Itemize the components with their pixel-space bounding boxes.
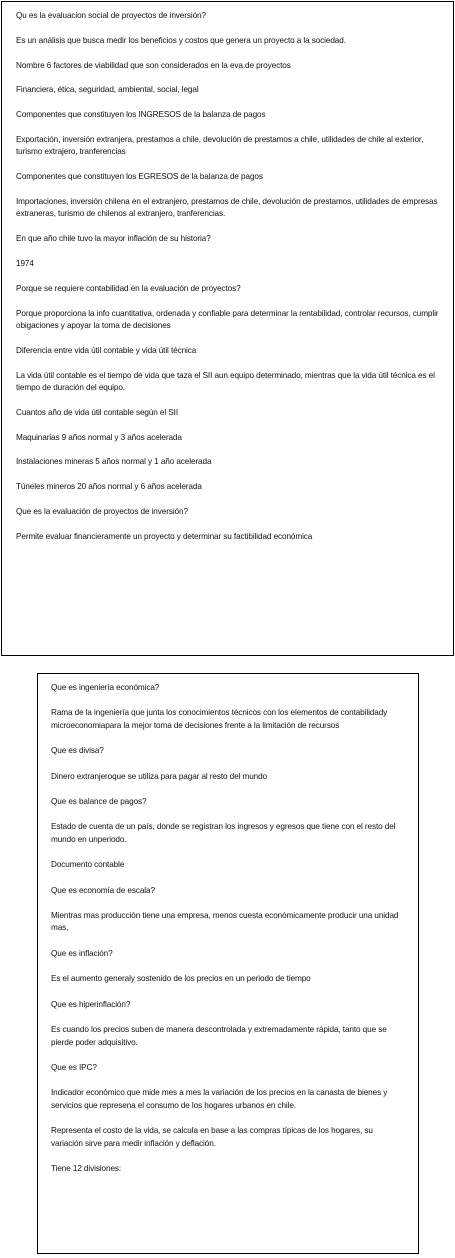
answer-text: Tiene 12 divisiones: (51, 1163, 122, 1173)
answer-text: Túneles mineros 20 años normal y 6 años acelerada (16, 482, 202, 492)
question-text: Que es balance de pagos? (51, 797, 147, 807)
answer-text: Documento contable (51, 860, 125, 870)
answer-text: Es un análisis que busca medir los beneficios y costos que genera un proyecto a la sociedad. (16, 35, 346, 45)
answer-text: Es cuando los precios suben de manera descontrolada y extremadamente rápida, tanto que se pierde poder adquisitivo. (51, 1025, 387, 1047)
answer-text: Financiera, ética, seguridad, ambiental, social, legal (16, 85, 199, 95)
document-page-1 (1, 1, 454, 656)
question-text: Que es IPC? (51, 1062, 97, 1072)
question-text: Que es la evaluación de proyectos de inversión? (16, 506, 188, 516)
document-page-2 (37, 673, 419, 1254)
question-text: Nombre 6 factores de viabilidad que son considerados en la eva.de proyectos (16, 60, 291, 70)
question-text: Qu es la evaluacion social de proyectos de inversión? (16, 11, 206, 20)
answer-text: La vida útil contable es el tiempo de vida que taza el SII aun equipo determinado, mientras que la vida útil técnica es el tiempo de duración del equipo. (16, 370, 435, 392)
answer-text: Representa el costo de la vida, se calcula en base a las compras típicas de los hogares, su variación sirve para medir inflación y deflación. (51, 1126, 373, 1148)
answer-text: Instalaciones mineras 5 años normal y 1 año acelerada (16, 457, 212, 467)
question-text: Porque se requiere contabilidad en la evaluación de proyectos? (16, 283, 241, 293)
question-text: Que es divisa? (51, 746, 104, 756)
answer-text: Exportación, inversión extranjera, prestamos a chile, devolución de prestamos a chile, utilidades de chile al exterior, turismo extrajero, tranferencias (16, 134, 424, 157)
answer-text: Importaciones, inversión chilena en el extranjero, prestamos de chile, devolución de prestamos, utilidades de empresas extraneras, turismo de chilenos al extranjero, tranferencias. (16, 196, 438, 219)
answer-text: Indicador económico que mide mes a mes la variación de los precios en la canasta de bienes y servicios que represena el consumo de los hogares urbanos en chile. (51, 1088, 388, 1110)
question-text: En que año chile tuvo la mayor inflación de su historia? (16, 234, 211, 244)
answer-text: Mientras mas producción tiene una empresa, menos cuesta económicamente producir una unidad mas, (51, 911, 399, 933)
question-text: Componentes que constituyen los EGRESOS de la balanza de pagos (16, 172, 263, 182)
question-text: Que es economía de escala? (51, 885, 155, 895)
answer-text: Estado de cuenta de un país, donde se registran los ingresos y egresos que tiene con el resto del mundo en unperiodo. (51, 822, 396, 844)
question-text: Que es inflación? (51, 948, 113, 958)
answer-text: Rama de la ingeniería que junta los conocimientos técnicos con los elementos de contabilidady microeconomiapara la mejor toma de decisiones frente a la limitación de recursos (51, 708, 388, 730)
question-text: Componentes que constituyen los INGRESOS de la balanza de pagos (16, 110, 266, 120)
answer-text: Es el aumento generaly sostenido de los precios en un periodo de tiempo (51, 974, 311, 984)
answer-text: 1974 (16, 258, 34, 268)
question-text: Que es hiperinflación? (51, 999, 131, 1009)
answer-text: Porque proporciona la info cuantitativa, ordenada y confiable para determinar la rentabilidad, controlar recursos, cumplir obigaciones y apoyar la toma de decisiones (16, 308, 439, 330)
answer-text: Maquinarias 9 años normal y 3 años acelerada (16, 432, 182, 442)
answer-text: Dinero extranjeroque se utiliza para pagar al resto del mundo (51, 771, 268, 781)
answer-text: Permite evaluar financieramente un proyecto y determinar su factibilidad económica (16, 531, 313, 541)
question-text: Que es ingeniería económica? (51, 683, 160, 692)
question-text: Cuantos año de vida útil contable según el SII (16, 407, 178, 417)
question-text: Diferencia entre vida útil contable y vida útil técnica (16, 345, 197, 355)
